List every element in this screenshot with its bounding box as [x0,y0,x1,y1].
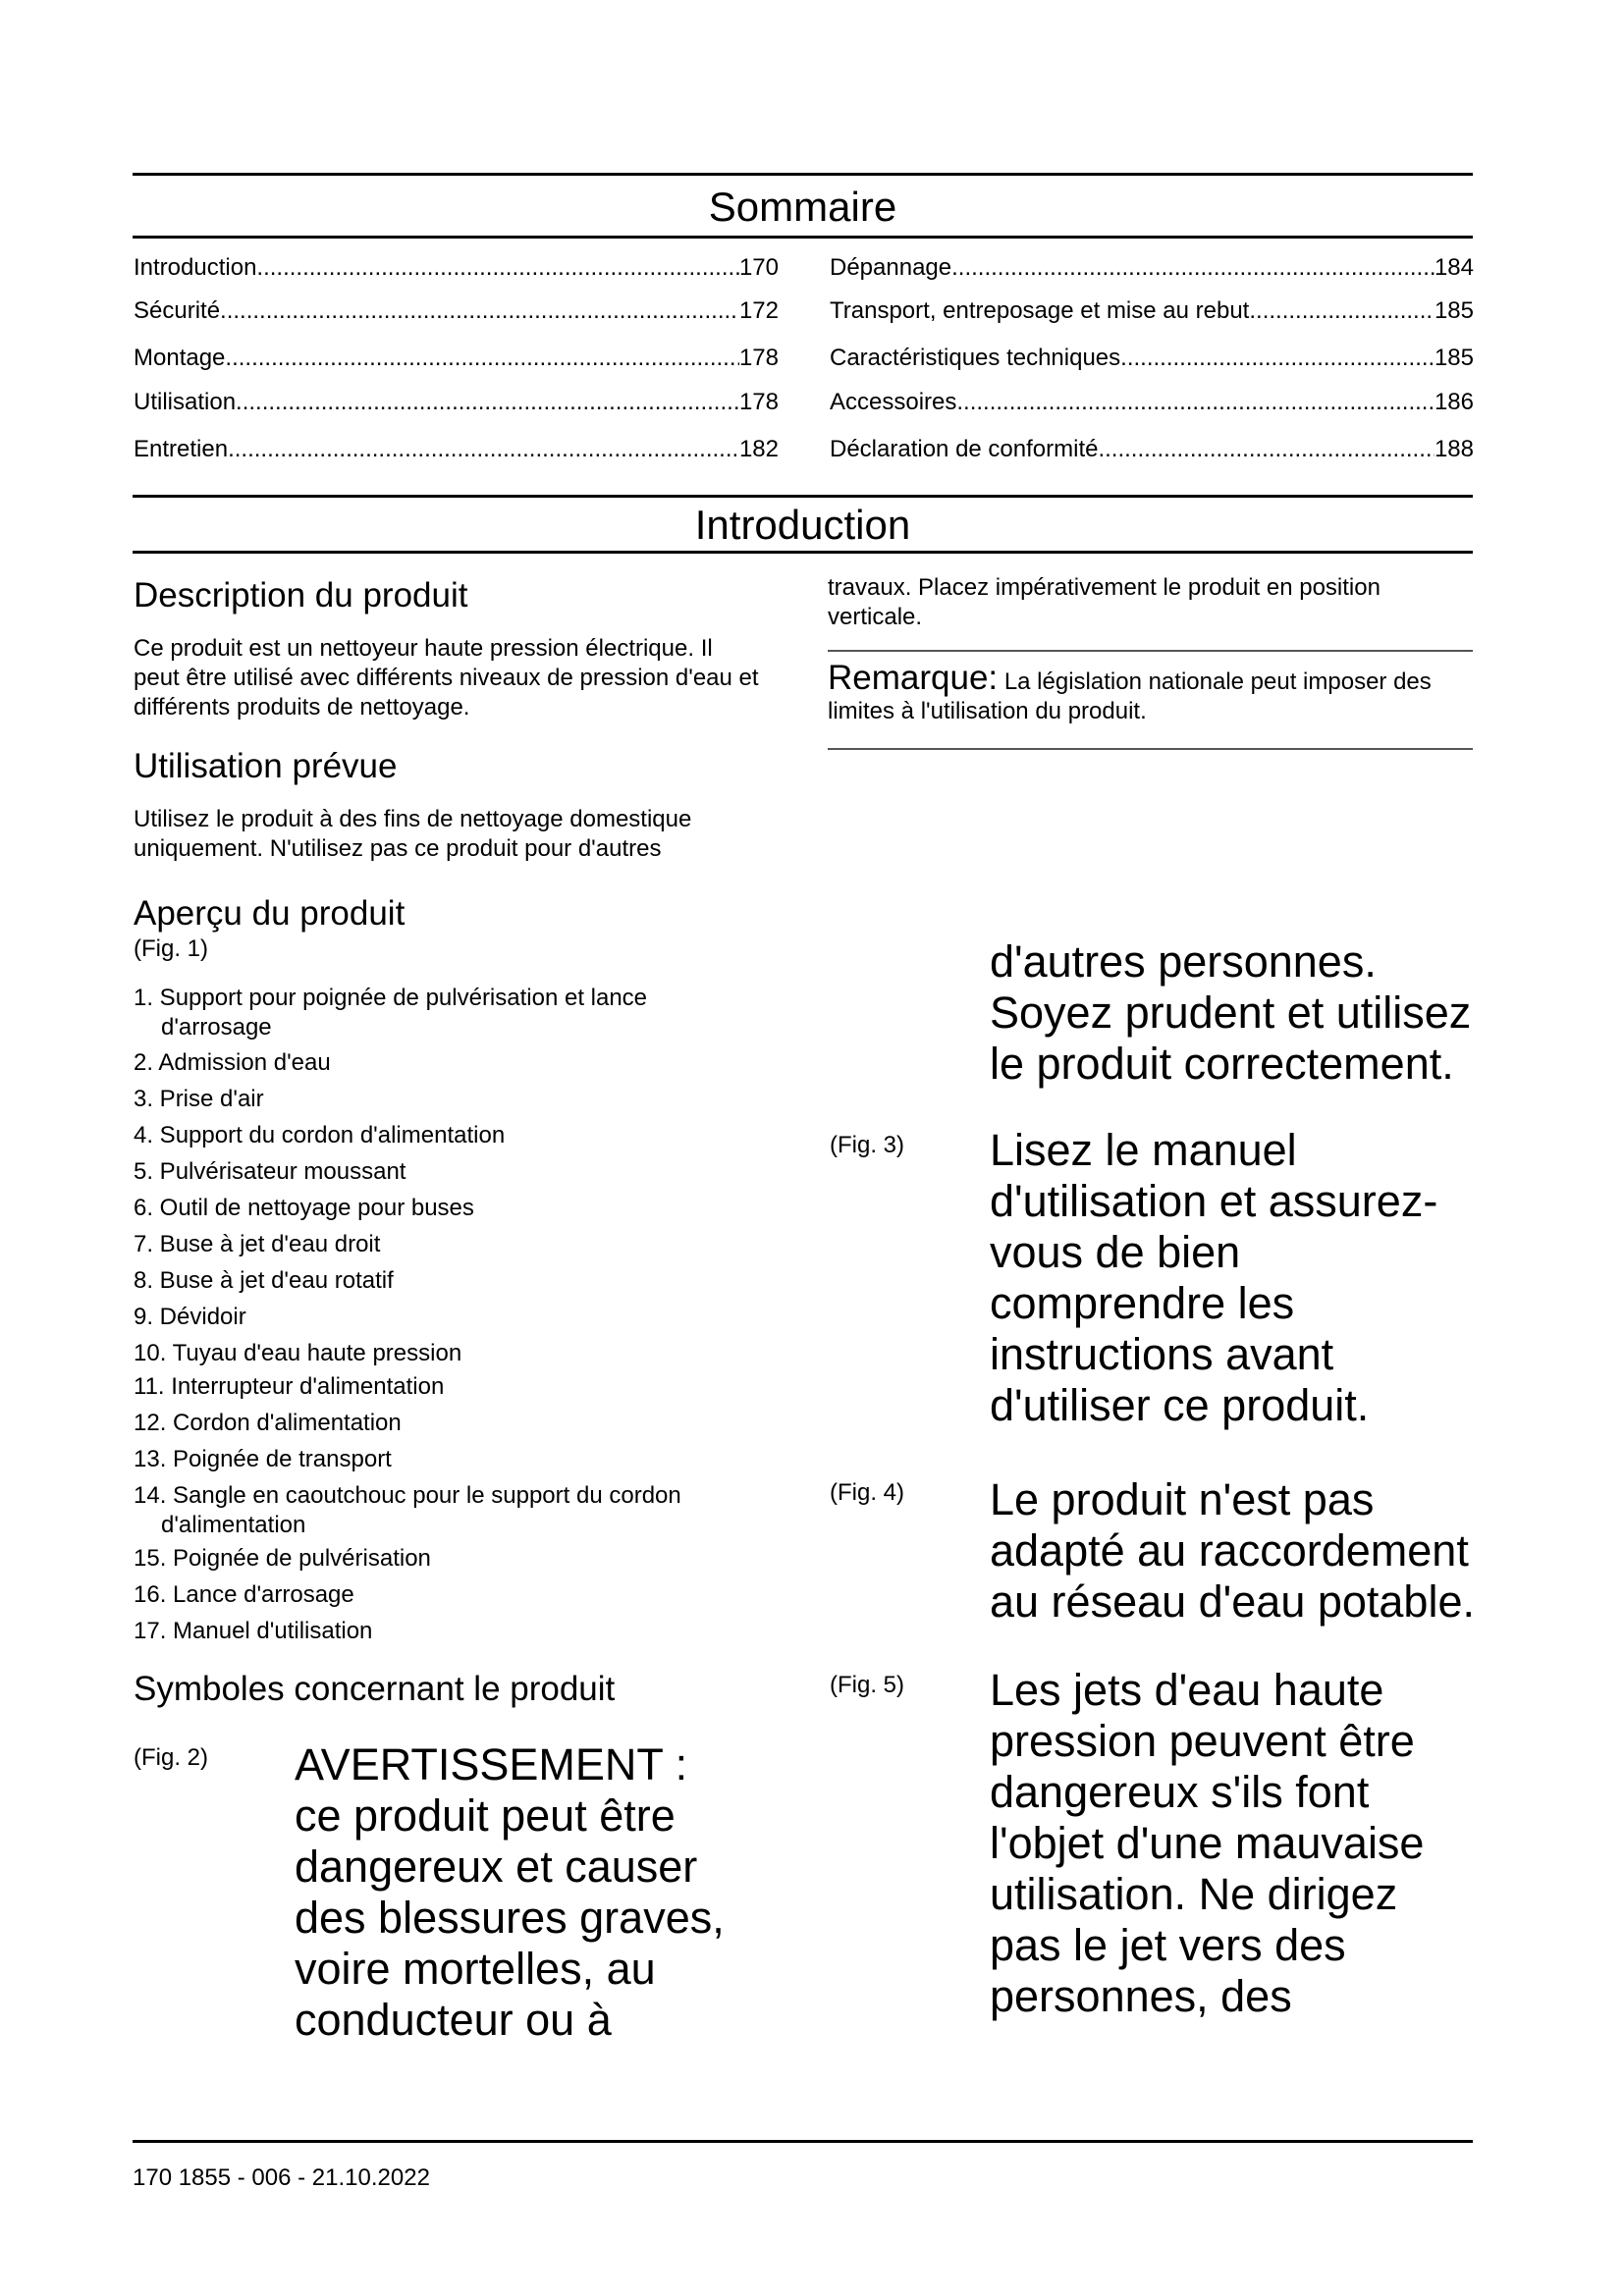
list-item: 9. Dévidoir [134,1304,246,1330]
fig5-text: Les jets d'eau haute pression peuvent être dangereux s'ils font l'objet d'une mauvaise utilisation. Ne dirigez pas le jet vers des personnes, des [990,1665,1425,2021]
toc-entry-transport[interactable]: Transport, entreposage et mise au rebut ..... 185 [830,296,1474,326]
footer-text: 170 1855 - 006 - 21.10.2022 [133,2164,430,2191]
list-item: 1. Support pour poignée de pulvérisation et lance d'arrosage [134,985,648,1041]
fig4-text: Le produit n'est pas adapté au raccordement au réseau d'eau potable. [990,1474,1475,1627]
overview-figref: (Fig. 1) [134,935,209,962]
list-item: 4. Support du cordon d'alimentation [134,1122,506,1148]
list-item: 6. Outil de nettoyage pour buses [134,1195,474,1221]
toc-entry-montage[interactable]: Montage ..... 178 [134,344,779,373]
overview-heading: Aperçu du produit [134,894,406,933]
intended-use-text: Utilisez le produit à des fins de nettoyage domestique uniquement. N'utilisez pas ce produit pour d'autres [134,806,692,862]
description-heading: Description du produit [134,576,468,614]
overview-list [134,984,762,1646]
footer-rule [133,2140,1473,2143]
fig2-ref: (Fig. 2) [134,1744,209,1771]
intro-top-rule [133,495,1473,498]
toc-title: Sommaire [708,184,897,230]
intro-title: Introduction [694,502,911,548]
intro-title-rule [133,551,1473,554]
remark-note [828,659,1456,726]
remark-bottom-rule [828,748,1473,750]
list-item: 13. Poignée de transport [134,1446,392,1472]
fig2-warning-text: AVERTISSEMENT : ce produit peut être dangereux et causer des blessures graves, voire mortelles, au conducteur ou à [295,1739,725,2045]
list-item: 17. Manuel d'utilisation [134,1618,373,1644]
list-item: 5. Pulvérisateur moussant [134,1158,406,1185]
toc-title-rule [133,236,1473,239]
fig3-ref: (Fig. 3) [830,1132,905,1158]
toc-entry-entretien[interactable]: Entretien ..... 182 [134,435,779,464]
list-item: 7. Buse à jet d'eau droit [134,1231,381,1257]
intended-use-continued: travaux. Placez impérativement le produit en position verticale. [828,574,1380,630]
list-item: 15. Poignée de pulvérisation [134,1545,431,1572]
symbols-heading: Symboles concernant le produit [134,1670,616,1708]
toc-entry-accessoires[interactable]: Accessoires ..... 186 [830,388,1474,417]
toc-entry-introduction[interactable]: Introduction ..... 170 [134,253,779,283]
intended-use-heading: Utilisation prévue [134,747,398,785]
fig2-continued-text: d'autres personnes. Soyez prudent et utilisez le produit correctement. [990,936,1472,1089]
list-item: 14. Sangle en caoutchouc pour le support du cordon d'alimentation [134,1482,681,1538]
fig4-ref: (Fig. 4) [830,1479,905,1506]
toc-entry-securite[interactable]: Sécurité ..... 172 [134,296,779,326]
list-item: 12. Cordon d'alimentation [134,1410,402,1436]
list-item: 2. Admission d'eau [134,1049,331,1076]
description-text: Ce produit est un nettoyeur haute pression électrique. Il peut être utilisé avec différents niveaux de pression d'eau et différents produits de nettoyage. [134,635,759,721]
list-item: 8. Buse à jet d'eau rotatif [134,1267,394,1294]
list-item: 16. Lance d'arrosage [134,1581,354,1608]
fig3-text: Lisez le manuel d'utilisation et assurez-vous de bien comprendre les instructions avant d'utiliser ce produit. [990,1125,1438,1430]
toc-entry-depannage[interactable]: Dépannage ..... 184 [830,253,1474,283]
remark-label: Remarque: [828,659,999,697]
toc-entry-utilisation[interactable]: Utilisation ..... 178 [134,388,779,417]
list-item: 3. Prise d'air [134,1086,264,1112]
remark-top-rule [828,650,1473,652]
toc-top-rule [133,173,1473,176]
toc-entry-declaration[interactable]: Déclaration de conformité ..... 188 [830,435,1474,464]
fig5-ref: (Fig. 5) [830,1672,905,1698]
list-item: 11. Interrupteur d'alimentation [134,1373,445,1400]
list-item: 10. Tuyau d'eau haute pression [134,1340,462,1366]
remark-text: La législation nationale peut imposer des limites à l'utilisation du produit. [828,668,1432,724]
toc-entry-caracteristiques[interactable]: Caractéristiques techniques ..... 185 [830,344,1474,373]
